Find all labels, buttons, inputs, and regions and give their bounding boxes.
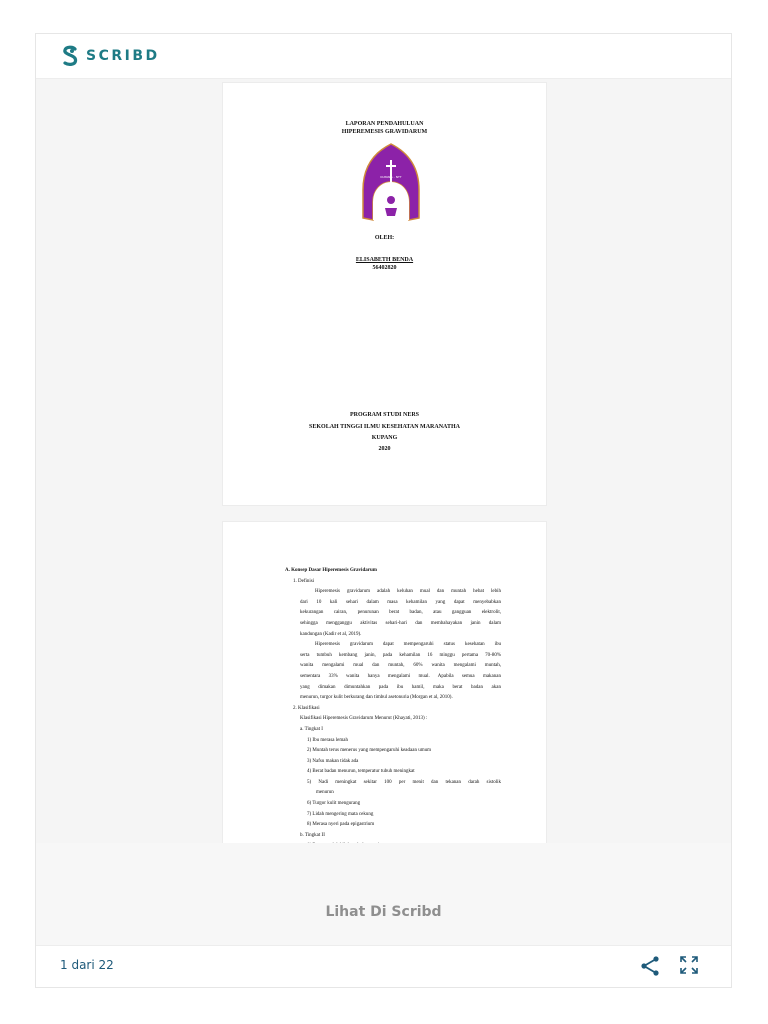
paragraph-line: kekurangan cairan, penurunan berat badan, atau gangguan elektrolit, (300, 610, 501, 616)
subsection-heading: 2. Klasifikasi (293, 705, 320, 711)
paragraph-line: kandungan (Kadir et al, 2019). (300, 631, 362, 637)
paragraph-line: sementara 33% wanita hanya mengalami mual. Apabila semua makanan (300, 673, 501, 679)
document-embed (35, 33, 732, 988)
report-subtitle: HIPEREMESIS GRAVIDARUM (341, 129, 428, 135)
emblem-lettering: KUPANG - NTT (380, 175, 402, 179)
list-item: 5) Nadi meningkat sekitar 100 per menit dan tekanan darah sistolik (307, 779, 501, 785)
student-number: 56402820 (372, 265, 397, 271)
paragraph-line: yang dimakan dimuntahkan pada ibu hamil, maka berat badan akan (300, 684, 501, 690)
paragraph-line: Hiperemesis gravidarum adalah keluhan mual dan muntah hebat lebih (315, 589, 501, 595)
scribd-logo[interactable] (60, 45, 160, 67)
paragraph-line: Hiperemesis gravidarum dapat mempengaruhi status kesehatan ibu (315, 642, 501, 648)
list-item: 7) Lidah mengering mata cekung (307, 811, 374, 817)
list-item: 3) Nafsu makan tidak ada (307, 758, 359, 764)
list-heading: b. Tingkat II (300, 832, 325, 838)
document-viewer[interactable] (36, 79, 731, 843)
scribd-logo-icon (60, 45, 80, 67)
program-name: PROGRAM STUDI NERS (349, 412, 419, 418)
page-counter: 1 dari 22 (60, 958, 114, 972)
list-item: 6) Turgor kulit mengurang (307, 801, 361, 807)
paragraph-line: wanita mengalami mual dan muntah, 60% wanita mengalami muntah, (300, 663, 501, 669)
paragraph-line: Klasifikasi Hiperemesis Gravidarum Menurut (Khayati, 2013) : (300, 716, 428, 722)
subsection-heading: 1. Definisi (293, 578, 315, 584)
paragraph-line: sehingga mengganggu aktivitas sehari-hari dan membahayakan janin dalam (300, 620, 501, 626)
report-title: LAPORAN PENDAHULUAN (345, 121, 424, 127)
document-page-2 (222, 521, 547, 881)
list-item: 4) Berat badan menurun, temperatur tubuh meningkat (307, 769, 415, 775)
school-name: SEKOLAH TINGGI ILMU KESEHATAN MARANATHA (309, 424, 460, 430)
list-item: 1) Ibu merasa lemah (307, 737, 348, 743)
paragraph-line: serta tumbuh kembang janin, pada kehamilan 16 minggu pertama 70-80% (300, 652, 501, 658)
list-item: 8) Merasa nyeri pada epigastrium (307, 822, 375, 828)
year: 2020 (378, 446, 391, 452)
paragraph-line: menurun, turgor kulit berkurang dan timbul asetonuria (Morgan et al, 2010). (300, 695, 453, 701)
author-name: ELISABETH BENDA (355, 257, 414, 263)
scribd-wordmark: SCRIBD (86, 48, 160, 64)
document-page-1 (222, 82, 547, 506)
city-name: KUPANG (371, 435, 398, 441)
oleh-label: OLEH: (374, 235, 395, 241)
top-bar (36, 34, 731, 79)
page-2-text (285, 566, 501, 852)
institution-emblem (359, 142, 423, 224)
share-icon[interactable] (639, 955, 661, 977)
list-heading: a. Tingkat I (300, 726, 323, 732)
list-item-continuation: menurun (316, 790, 334, 796)
bottom-bar (36, 945, 731, 987)
preview-fade-overlay (36, 843, 731, 947)
section-heading: A. Konsep Dasar Hiperemesis Gravidarum (285, 568, 377, 573)
fullscreen-icon[interactable] (679, 955, 699, 975)
paragraph-line: dari 10 kali sehari dalam masa kehamilan yang dapat menyebabkan (300, 599, 501, 605)
view-on-scribd-link[interactable]: Lihat Di Scribd (325, 904, 442, 920)
list-item: 2) Muntah terus menerus yang mempengaruhi keadaan umum (307, 748, 431, 754)
